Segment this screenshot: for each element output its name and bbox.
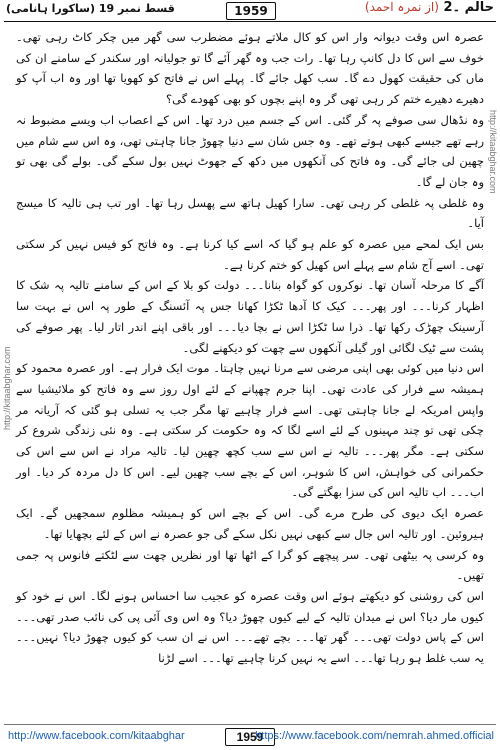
paragraph: عصرہ اس وقت دیوانہ وار اس کو کال ملاتے ہوئے مضطرب سی گھر میں چکر کاٹ رہی تھی۔ خوف سے اس کا دل کانپ رہا تھا۔ رات جب وہ گھر آئے گا تو جولیانہ اور سکندر کے سامنے ان کی ماں کی حقیقت کھول دے گا۔ سب کھل جائے گا۔ پہلے اس نے فاتح کو کھویا تھا اور وہ اب آپ کو دھیرے دھیرے ختم کر رہی تھی گر وہ اپنے بچوں کو بھی کھودے گی؟ — [16, 30, 484, 107]
paragraph: اس دنیا میں کوئی بھی اپنی مرضی سے مرنا نہیں چاہتا۔ موت ایک فرار ہے۔ اور عصرہ محمود کو ہمیشہ سے فرار کی عادت تھی۔ اپنا جرم چھپانے کے لئے اول روز سے وہ فاتح کو ملائیشیا سے واپس امریکہ لے جانا چاہتی تھی۔ اسے فرار چاہیے تھا مگر جب یہ تسلی ہو گئی کہ آریانہ مر چکی تھی تو چند مہینوں کے لئے اسے لگا کہ وہ حکومت کر سکتی ہے۔ وہ نئی زندگی شروع کر سکتی ہے۔ مگر پھر۔۔۔ تالیہ نے اس سے سب کچھ چھین لیا۔ تالیہ مراد نے اس سے اس کی حکمرانی کی خواہش، اس کا شوہر، اس کے بچے سب چھین لیے۔ اس کا دل مردہ کر دیا۔ اور اب۔۔۔ اب تالیہ اس کی سزا بھگتے گی۔ — [16, 361, 484, 500]
facebook-link-left[interactable]: http://www.facebook.com/kitaabghar — [8, 730, 185, 742]
header-divider — [4, 21, 496, 22]
paragraph: بس ایک لمحے میں عصرہ کو علم ہو گیا کہ اسے کیا کرنا ہے۔ وہ فاتح کو فیس نہیں کر سکتی تھی۔ اسے آج شام سے پہلے اس کھیل کو ختم کرنا ہے۔ — [16, 237, 484, 272]
paragraph: وہ کرسی پہ بیٹھی تھی۔ سر پیچھے کو گرا کے اٹھا تھا اور نظریں چھت سے لٹکتے فانوس پہ جمی تھیں۔ — [16, 547, 484, 583]
side-watermark-left: http://kitaabghar.com — [2, 346, 12, 430]
paragraph: اس کی روشنی کو دیکھتے ہوئے اس وقت عصرہ کو عجیب سا احساس ہونے لگا۔ اس نے خود کو کیوں مار دیا؟ اس نے میدان تالیہ کے لیے کیوں چھوڑ دیا؟ وہ اس وی آئی پی کی نائب صدر تھی۔۔۔ اس کے پاس دولت تھی۔۔۔ گھر تھا۔۔۔ بچے تھے۔۔۔ اس نے ان سب کو کیوں چھوڑ دیا؟ نہیں۔۔۔ یہ سب غلط ہو رہا تھا۔۔۔ اسے یہ نہیں کرنا چاہیے تھا۔۔۔ اسے لڑنا — [16, 588, 484, 666]
story-body — [16, 27, 484, 669]
footer-divider — [4, 724, 496, 725]
page-footer — [0, 727, 500, 749]
page-number-bottom: 1959 — [225, 728, 275, 746]
author-text: (از نمرہ احمد) — [364, 0, 439, 14]
paragraph: آگے کا مرحلہ آسان تھا۔ نوکروں کو گواہ بنانا۔۔۔ دولت کو بلا کے اس کے سامنے تالیہ پہ شک کا اظہار کرنا۔۔۔ اور پھر۔۔۔ کیک کا آدھا ٹکڑا کھانا جس پہ آئسنگ کے طور پہ اس نے بہت سا آرسینک چھڑک رکھا تھا۔ ذرا سا ٹکڑا اس نے بچا دیا۔۔۔ اور باقی اپنے اندر اتار لیا۔ پھر صوفے کی پشت سے ٹیک لگائی اور گیلی آنکھوں سے چھت کو دیکھنے لگی۔ — [16, 278, 484, 355]
page-header — [0, 0, 500, 22]
paragraph: وہ غلطی پہ غلطی کر رہی تھی۔ سارا کھیل ہاتھ سے پھسل رہا تھا۔ اور تب ہی تالیہ کا میسج آیا۔ — [16, 195, 484, 231]
novel-title — [365, 0, 494, 15]
title-text: حالم ۔2 — [443, 0, 494, 15]
paragraph: عصرہ ایک دیوی کی طرح مرے گی۔ اس کے بچے اس کو ہمیشہ مظلوم سمجھیں گے۔ ایک ہیروئین۔ اور تالیہ اس جال سے کبھی نہیں نکل سکے گی جو عصرہ نے اس کے لئے بچھایا تھا۔ — [16, 506, 484, 541]
episode-label: قسط نمبر 19 (ساکورا ہانامی) — [6, 2, 175, 15]
paragraph: وہ نڈھال سی صوفے پہ گر گئی۔ اس کے جسم میں درد تھا۔ اس کے اعصاب اب ویسے مضبوط نہ رہے تھے جیسے کبھی ہوتے تھے۔ وہ جس شان سے دنیا چھوڑ جانا چاہتی تھی، وہ اس سے شام میں چھین لی جائے گی۔ وہ فاتح کی آنکھوں میں دکھ کے جھوٹ نہیں بول سکے گی۔ بولے گی بھی تو وہ جان لے گا۔ — [16, 112, 484, 189]
page-number-top: 1959 — [226, 2, 276, 20]
side-watermark-right: http://kitaabghar.com — [488, 110, 498, 194]
facebook-link-right[interactable]: https://www.facebook.com/nemrah.ahmed.official — [255, 730, 494, 742]
